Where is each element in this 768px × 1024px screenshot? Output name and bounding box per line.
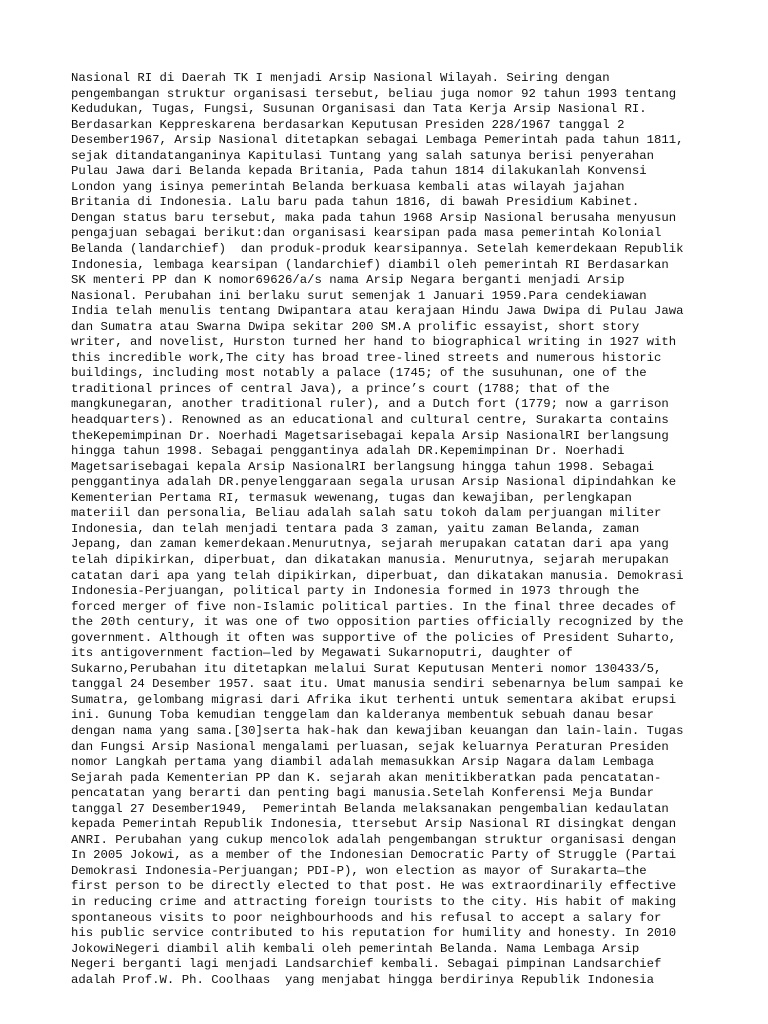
text-line: pencatatan yang berarti dan penting bagi manusia.Setelah Konferensi Meja Bundar [71,786,654,801]
text-line: theKepemimpinan Dr. Noerhadi Magetsarisebagai kepala Arsip NasionalRI berlangsung [71,428,669,443]
text-line: sejak ditandatanganinya Kapitulasi Tuntang yang salah satunya berisi penyerahan [71,148,654,163]
text-line: dan Fungsi Arsip Nasional mengalami perluasan, sejak keluarnya Peraturan Presiden [71,739,669,754]
text-line: Negeri berganti lagi menjadi Landsarchief kembali. Sebagai pimpinan Landsarchief [71,957,662,972]
text-line: spontaneous visits to poor neighbourhoods and his refusal to accept a salary for [71,910,662,925]
text-line: buildings, including most notably a palace (1745; of the susuhunan, one of the [71,366,647,381]
text-line: pengembangan struktur organisasi tersebut, beliau juga nomor 92 tahun 1993 tentang [71,86,677,101]
text-line: SK menteri PP dan K nomor69626/a/s nama Arsip Negara berganti menjadi Arsip [71,273,625,288]
text-line: this incredible work,The city has broad tree-lined streets and numerous historic [71,350,662,365]
text-line: Desember1967, Arsip Nasional ditetapkan sebagai Lembaga Pemerintah pada tahun 1811, [71,133,684,148]
text-line: Magetsarisebagai kepala Arsip NasionalRI berlangsung hingga tahun 1998. Sebagai [71,459,654,474]
text-line: writer, and novelist, Hurston turned her hand to biographical writing in 1927 with [71,335,677,350]
text-line: ANRI. Perubahan yang cukup mencolok adalah pengembangan struktur organisasi dengan [71,832,677,847]
text-line: headquarters). Renowned as an educational and cultural centre, Surakarta contains [71,413,669,428]
text-line: materiil dan personalia, Beliau adalah salah satu tokoh dalam perjuangan militer [71,506,662,521]
text-line: JokowiNegeri diambil alih kembali oleh pemerintah Belanda. Nama Lembaga Arsip [71,941,640,956]
text-line: Jepang, dan zaman kemerdekaan.Menurutnya, sejarah merupakan catatan dari apa yang [71,537,669,552]
text-line: Sumatra, gelombang migrasi dari Afrika ikut terhenti untuk sementara akibat erupsi [71,692,677,707]
text-line: Indonesia-Perjuangan, political party in Indonesia formed in 1973 through the [71,584,640,599]
text-line: in reducing crime and attracting foreign tourists to the city. His habit of making [71,894,677,909]
text-line: kepada Pemerintah Republik Indonesia, ttersebut Arsip Nasional RI disingkat dengan [71,817,677,832]
text-line: Nasional RI di Daerah TK I menjadi Arsip Nasional Wilayah. Seiring dengan [71,71,610,85]
text-line: first person to be directly elected to that post. He was extraordinarily effective [71,879,677,894]
text-line: hingga tahun 1998. Sebagai penggantinya adalah DR.Kepemimpinan Dr. Noerhadi [71,444,625,459]
text-line: the 20th century, it was one of two opposition parties officially recognized by the [71,615,684,630]
text-line: Indonesia, lembaga kearsipan (landarchief) diambil oleh pemerintah RI Berdasarkan [71,257,669,272]
text-line: India telah menulis tentang Dwipantara atau kerajaan Hindu Jawa Dwipa di Pulau Jawa [71,304,684,319]
text-line: Kedudukan, Tugas, Fungsi, Susunan Organisasi dan Tata Kerja Arsip Nasional RI. [71,102,647,117]
text-line: Sukarno,Perubahan itu ditetapkan melalui Surat Keputusan Menteri nomor 130433/5, [71,661,662,676]
text-line: mangkunegaran, another traditional ruler), and a Dutch fort (1779; now a garrison [71,397,669,412]
text-line: adalah Prof.W. Ph. Coolhaas yang menjabat hingga berdirinya Republik Indonesia [71,972,654,987]
text-line: Britania di Indonesia. Lalu baru pada tahun 1816, di bawah Presidium Kabinet. [71,195,640,210]
text-line: traditional princes of central Java), a prince’s court (1788; that of the [71,381,610,396]
text-line: Demokrasi Indonesia-Perjuangan; PDI-P), won election as mayor of Surakarta—the [71,863,647,878]
text-line: dengan nama yang sama.[30]serta hak-hak dan kewajiban keuangan dan lain-lain. Tugas [71,723,684,738]
text-line: tanggal 27 Desember1949, Pemerintah Belanda melaksanakan pengembalian kedaulatan [71,801,669,816]
body-text [71,71,711,988]
text-line: Sejarah pada Kementerian PP dan K. sejarah akan menitikberatkan pada pencatatan- [71,770,662,785]
text-line: Nasional. Perubahan ini berlaku surut semenjak 1 Januari 1959.Para cendekiawan [71,288,647,303]
text-line: ini. Gunung Toba kemudian tenggelam dan kalderanya membentuk sebuah danau besar [71,708,654,723]
text-line: nomor Langkah pertama yang diambil adalah memasukkan Arsip Nagara dalam Lembaga [71,755,654,770]
text-line: penggantinya adalah DR.penyelenggaraan segala urusan Arsip Nasional dipindahkan ke [71,475,677,490]
text-line: Dengan status baru tersebut, maka pada tahun 1968 Arsip Nasional berusaha menyusun [71,210,677,225]
text-line: Berdasarkan Keppreskarena berdasarkan Keputusan Presiden 228/1967 tanggal 2 [71,117,625,132]
text-line: government. Although it often was supportive of the policies of President Suharto, [71,630,677,645]
text-line: its antigovernment faction—led by Megawati Sukarnoputri, daughter of [71,646,573,661]
text-line: Pulau Jawa dari Belanda kepada Britania, Pada tahun 1814 dilakukanlah Konvensi [71,164,647,179]
text-line: Indonesia, dan telah menjadi tentara pada 3 zaman, yaitu zaman Belanda, zaman [71,521,640,536]
text-line: telah dipikirkan, diperbuat, dan dikatakan manusia. Menurutnya, sejarah merupakan [71,552,669,567]
text-line: Kementerian Pertama RI, termasuk wewenang, tugas dan kewajiban, perlengkapan [71,490,632,505]
text-line: forced merger of five non-Islamic political parties. In the final three decades of [71,599,677,614]
text-line: catatan dari apa yang telah dipikirkan, diperbuat, dan dikatakan manusia. Demokrasi [71,568,684,583]
text-line: his public service contributed to his reputation for humility and honesty. In 2010 [71,926,677,941]
text-line: In 2005 Jokowi, as a member of the Indonesian Democratic Party of Struggle (Partai [71,848,677,863]
text-line: tanggal 24 Desember 1957. saat itu. Umat manusia sendiri sebenarnya belum sampai ke [71,677,684,692]
text-line: Belanda (landarchief) dan produk-produk kearsipannya. Setelah kemerdekaan Republik [71,242,684,257]
text-line: London yang isinya pemerintah Belanda berkuasa kembali atas wilayah jajahan [71,179,625,194]
text-line: dan Sumatra atau Swarna Dwipa sekitar 200 SM.A prolific essayist, short story [71,319,640,334]
text-line: pengajuan sebagai berikut:dan organisasi kearsipan pada masa pemerintah Kolonial [71,226,662,241]
